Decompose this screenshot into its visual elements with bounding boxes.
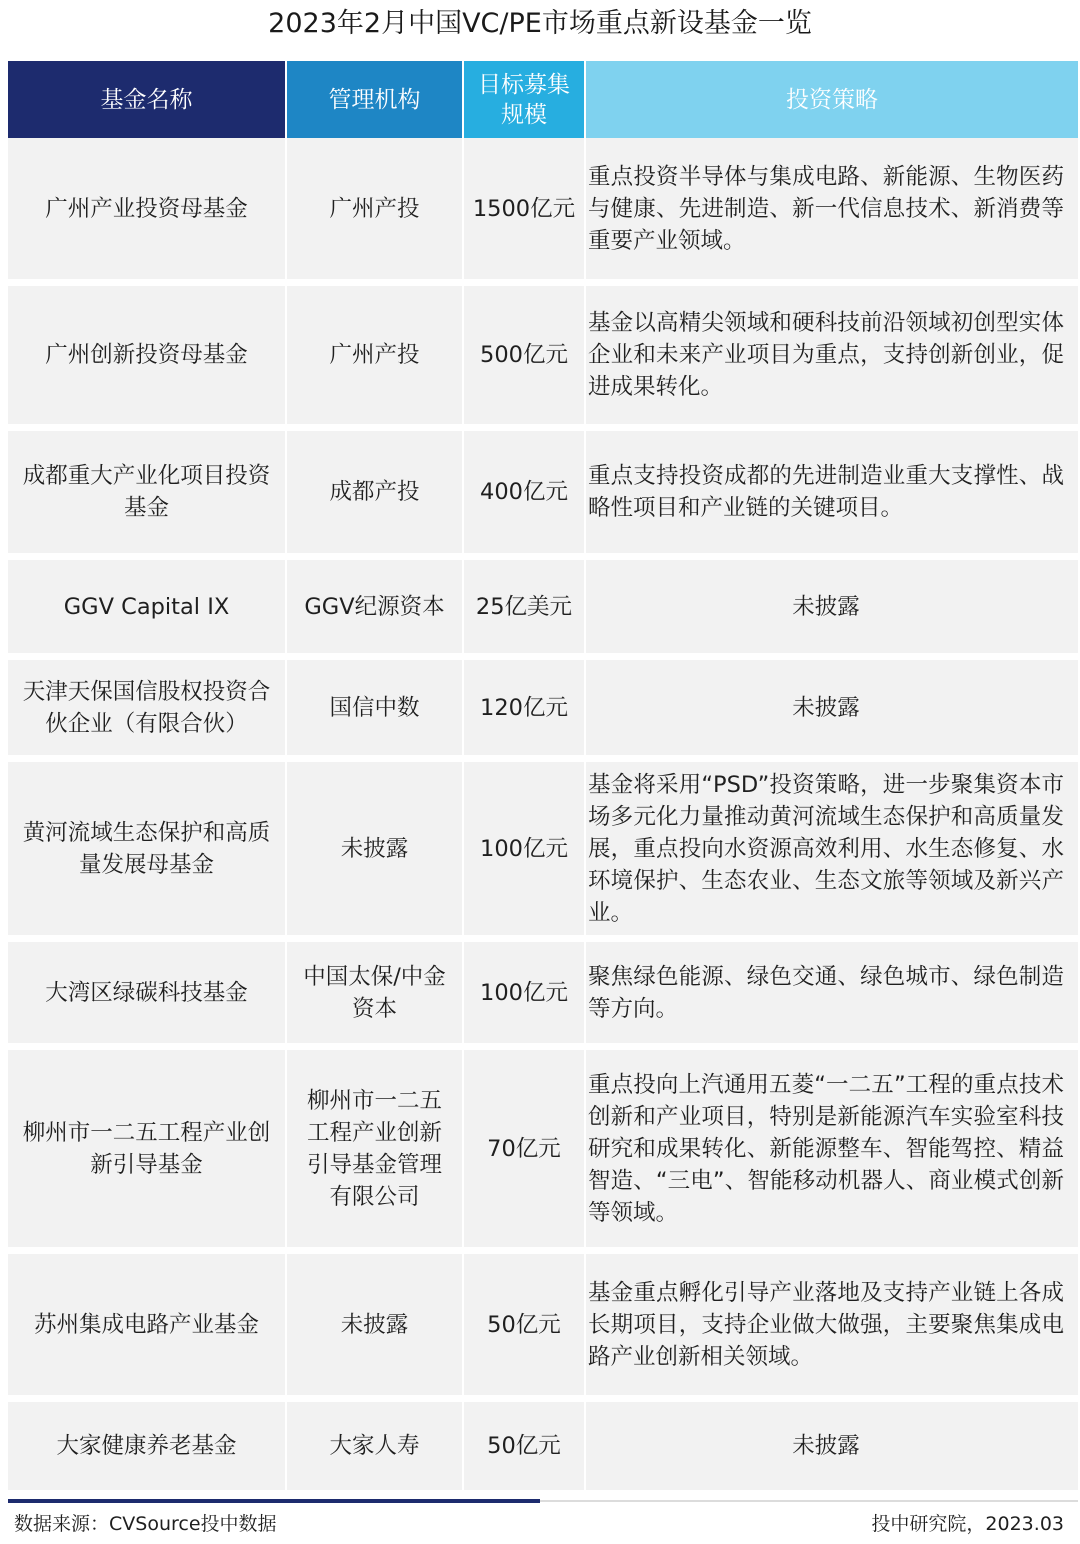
table-row: [8, 431, 1078, 560]
footer-rule-accent: [8, 1499, 540, 1503]
fund-strategy: 重点投资半导体与集成电路、新能源、生物医药与健康、先进制造、新一代信息技术、新消费等重要产业领域。: [584, 138, 1078, 286]
fund-size: 400亿元: [462, 431, 584, 560]
fund-manager: 广州产投: [285, 286, 462, 431]
header-target-size-label: 目标募集规模: [478, 71, 570, 128]
fund-size: 70亿元: [462, 1050, 584, 1254]
fund-size: 120亿元: [462, 660, 584, 762]
fund-manager: 未披露: [285, 1254, 462, 1402]
fund-manager: 大家人寿: [285, 1402, 462, 1490]
fund-name: 广州创新投资母基金: [8, 286, 285, 431]
fund-name: 大湾区绿碳科技基金: [8, 942, 285, 1050]
header-fund-name: 基金名称: [8, 61, 285, 138]
fund-name: 广州产业投资母基金: [8, 138, 285, 286]
fund-strategy: 基金重点孵化引导产业落地及支持产业链上各成长期项目，支持企业做大做强，主要聚焦集成电路产业创新相关领域。: [584, 1254, 1078, 1402]
header-manager: 管理机构: [285, 61, 462, 138]
fund-name: 大家健康养老基金: [8, 1402, 285, 1490]
data-source-note: 数据来源：CVSource投中数据: [14, 1513, 277, 1535]
fund-name: 柳州市一二五工程产业创新引导基金: [8, 1050, 285, 1254]
fund-size: 25亿美元: [462, 560, 584, 660]
table-row: [8, 942, 1078, 1050]
fund-name: 苏州集成电路产业基金: [8, 1254, 285, 1402]
fund-strategy: 基金以高精尖领域和硬科技前沿领域初创型实体企业和未来产业项目为重点，支持创新创业，促进成果转化。: [584, 286, 1078, 431]
fund-name: 成都重大产业化项目投资基金: [8, 431, 285, 560]
fund-strategy: 未披露: [584, 1402, 1078, 1490]
table-row: [8, 1050, 1078, 1254]
fund-size: 1500亿元: [462, 138, 584, 286]
fund-manager: GGV纪源资本: [285, 560, 462, 660]
table-row: [8, 560, 1078, 660]
fund-strategy: 重点支持投资成都的先进制造业重大支撑性、战略性项目和产业链的关键项目。: [584, 431, 1078, 560]
table-row: [8, 660, 1078, 762]
table-row: [8, 1254, 1078, 1402]
fund-size: 100亿元: [462, 762, 584, 942]
table-row: [8, 1402, 1078, 1490]
table-row: [8, 138, 1078, 286]
fund-name: GGV Capital IX: [8, 560, 285, 660]
fund-size: 50亿元: [462, 1402, 584, 1490]
footer-rule: [540, 1500, 1078, 1502]
fund-manager: 国信中数: [285, 660, 462, 762]
table-row: [8, 762, 1078, 942]
header-target-size: [462, 61, 584, 138]
table-row: [8, 286, 1078, 431]
fund-size: 100亿元: [462, 942, 584, 1050]
credit-note: 投中研究院，2023.03: [871, 1513, 1064, 1535]
fund-size: 50亿元: [462, 1254, 584, 1402]
fund-name: 黄河流域生态保护和高质量发展母基金: [8, 762, 285, 942]
fund-strategy: 未披露: [584, 560, 1078, 660]
fund-strategy: 未披露: [584, 660, 1078, 762]
fund-table: [8, 61, 1078, 1490]
fund-name: 天津天保国信股权投资合伙企业（有限合伙）: [8, 660, 285, 762]
fund-manager: 柳州市一二五工程产业创新引导基金管理有限公司: [285, 1050, 462, 1254]
fund-strategy: 基金将采用“PSD”投资策略，进一步聚集资本市场多元化力量推动黄河流域生态保护和高质量发展，重点投向水资源高效利用、水生态修复、水环境保护、生态农业、生态文旅等领域及新兴产业。: [584, 762, 1078, 942]
table-header-row: [8, 61, 1078, 138]
fund-size: 500亿元: [462, 286, 584, 431]
fund-manager: 未披露: [285, 762, 462, 942]
fund-manager: 成都产投: [285, 431, 462, 560]
fund-manager: 中国太保/中金资本: [285, 942, 462, 1050]
fund-strategy: 重点投向上汽通用五菱“一二五”工程的重点技术创新和产业项目，特别是新能源汽车实验室科技研究和成果转化、新能源整车、智能驾控、精益智造、“三电”、智能移动机器人、商业模式创新等领域。: [584, 1050, 1078, 1254]
page-title: 2023年2月中国VC/PE市场重点新设基金一览: [268, 8, 812, 39]
fund-strategy: 聚焦绿色能源、绿色交通、绿色城市、绿色制造等方向。: [584, 942, 1078, 1050]
fund-manager: 广州产投: [285, 138, 462, 286]
header-strategy: 投资策略: [584, 61, 1078, 138]
